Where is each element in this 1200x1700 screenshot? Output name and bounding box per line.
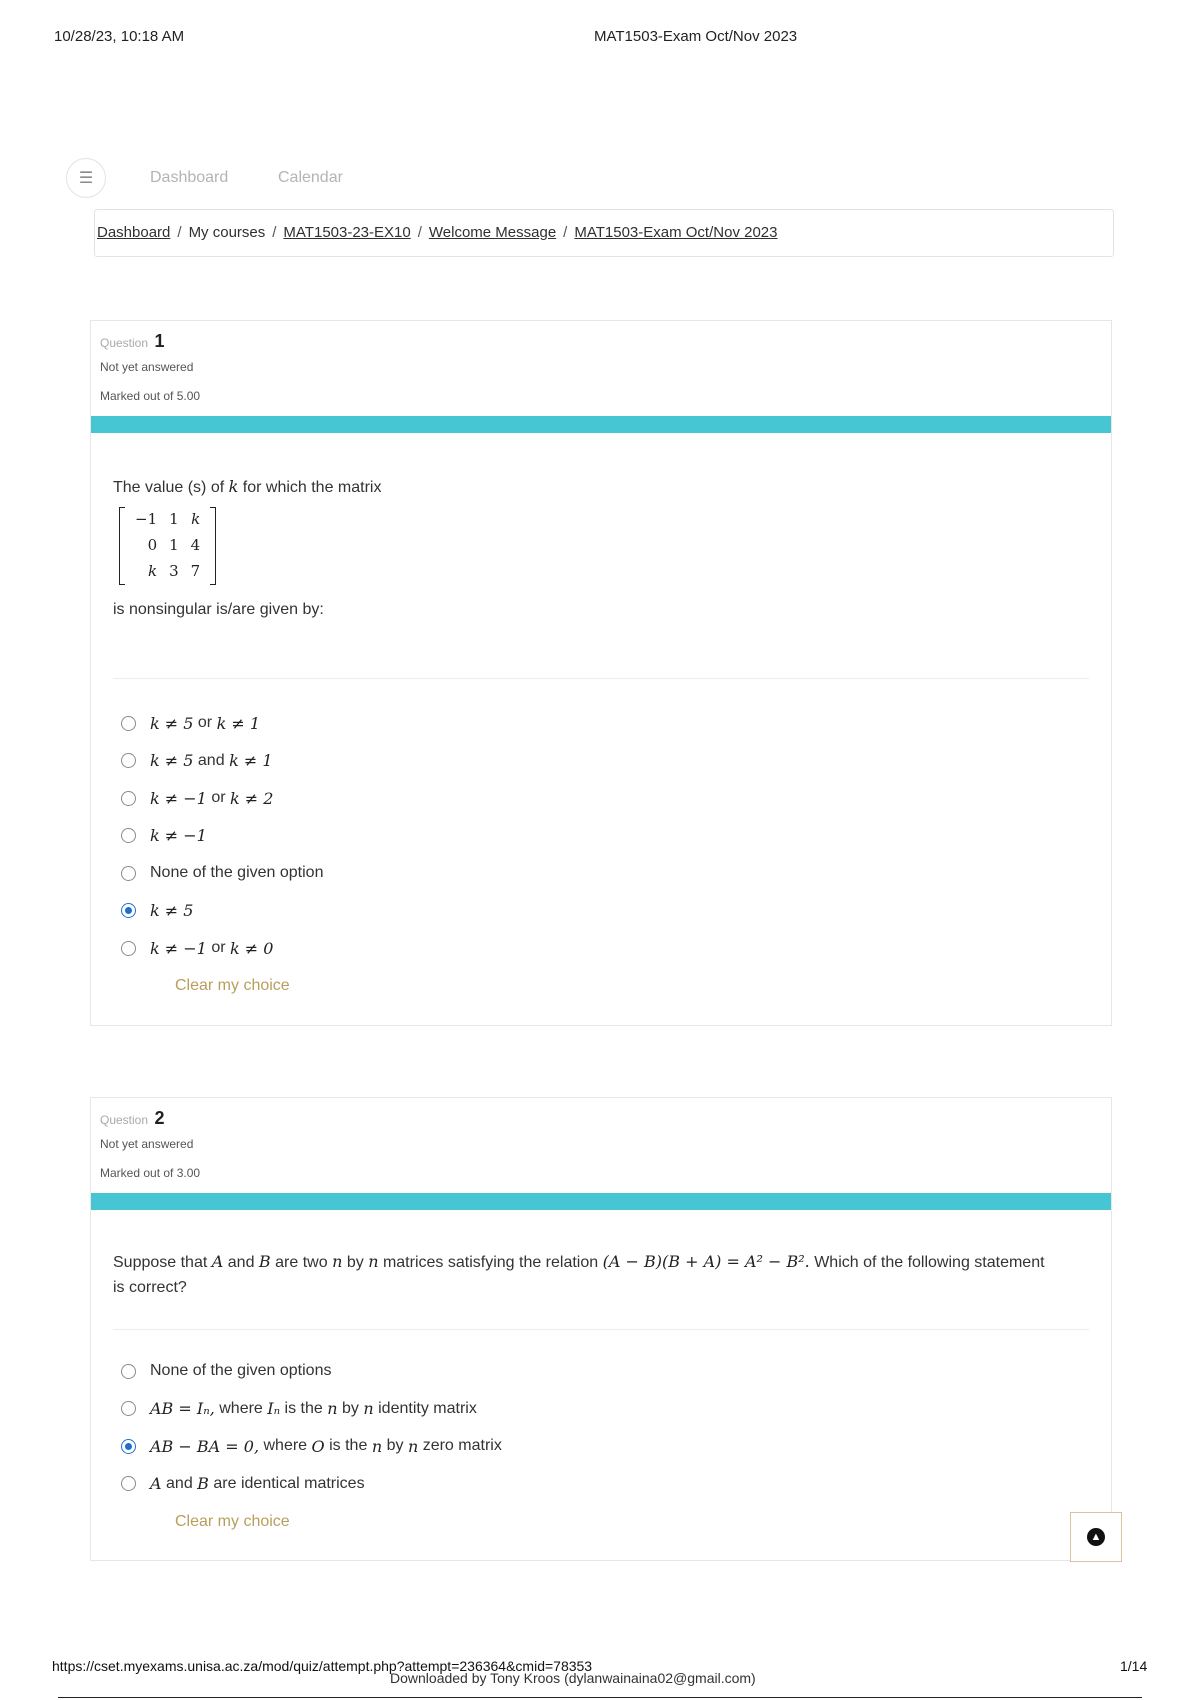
question-text-part: and — [227, 1254, 255, 1271]
option-conj: or — [197, 714, 213, 732]
option-math: k ≠ 5 — [150, 751, 194, 771]
answer-option[interactable] — [121, 779, 1081, 817]
option-text: zero matrix — [422, 1437, 502, 1455]
question-text-part: Suppose that — [113, 1254, 208, 1271]
question-text-after: for which the matrix — [242, 479, 382, 496]
footer-rule — [58, 1697, 1142, 1698]
option-conj: or — [211, 789, 226, 807]
clear-choice-link[interactable]: Clear my choice — [175, 1512, 290, 1530]
answer-option-selected[interactable] — [121, 892, 1081, 930]
radio-button[interactable] — [121, 941, 136, 956]
option-math: n — [371, 1436, 383, 1456]
print-datetime: 10/28/23, 10:18 AM — [54, 28, 185, 45]
question-text-before: The value (s) of — [113, 479, 225, 496]
radio-button[interactable] — [121, 791, 136, 806]
option-math: Iₙ — [267, 1399, 281, 1419]
matrix-cell: 1 — [169, 510, 179, 529]
download-watermark: Downloaded by Tony Kroos (dylanwainaina02@gmail.com) — [390, 1670, 756, 1686]
radio-button-checked[interactable] — [121, 903, 136, 918]
option-text: where — [219, 1399, 263, 1417]
arrow-up-circle-icon: ▲ — [1087, 1528, 1105, 1546]
answer-option[interactable] — [121, 1353, 1081, 1391]
option-text: by — [386, 1437, 404, 1455]
option-math: k ≠ 5 — [150, 713, 194, 733]
option-math: B — [197, 1474, 209, 1494]
option-math: k ≠ 1 — [216, 713, 261, 733]
option-conj: and — [197, 751, 225, 769]
answer-option[interactable] — [121, 1465, 1081, 1503]
breadcrumb-dashboard[interactable]: Dashboard — [97, 224, 171, 241]
option-math: k ≠ −1 — [150, 788, 207, 808]
question-text — [91, 475, 1111, 622]
option-text: identity matrix — [378, 1399, 477, 1417]
answer-option-selected[interactable] — [121, 1428, 1081, 1466]
matrix-cell: k — [148, 562, 158, 581]
option-math: n — [363, 1399, 374, 1419]
clear-choice-link[interactable]: Clear my choice — [175, 976, 290, 994]
option-math: AB − BA = 0, — [150, 1436, 260, 1456]
option-math: k ≠ 1 — [229, 751, 273, 771]
hamburger-menu-icon[interactable]: ☰ — [66, 158, 106, 198]
option-text: None of the given option — [150, 864, 324, 882]
answer-options — [91, 704, 1111, 995]
question-text-part: are two — [275, 1254, 328, 1271]
question-info — [91, 1098, 1111, 1193]
matrix-cell: 0 — [147, 536, 158, 555]
radio-button[interactable] — [121, 828, 136, 843]
question-label: Question — [100, 336, 149, 350]
option-text: by — [342, 1399, 359, 1417]
question-text — [91, 1250, 1111, 1301]
radio-button[interactable] — [121, 1476, 136, 1491]
answer-option[interactable] — [121, 929, 1081, 967]
radio-button[interactable] — [121, 753, 136, 768]
question-var: n — [332, 1252, 343, 1271]
breadcrumb-course[interactable]: MAT1503-23-EX10 — [283, 224, 411, 241]
print-header — [0, 28, 1200, 48]
answer-option[interactable] — [121, 742, 1081, 780]
divider — [113, 678, 1089, 679]
question-state: Not yet answered — [100, 360, 194, 374]
option-conj: or — [211, 939, 226, 957]
radio-button-checked[interactable] — [121, 1439, 136, 1454]
answer-options — [91, 1353, 1111, 1531]
option-math: k ≠ 5 — [150, 901, 194, 921]
breadcrumb-separator: / — [177, 224, 182, 241]
option-text: and — [166, 1474, 193, 1492]
option-math: k ≠ −1 — [150, 938, 207, 958]
breadcrumb-separator: / — [563, 224, 568, 241]
print-page-title: MAT1503-Exam Oct/Nov 2023 — [594, 28, 798, 45]
option-math: k ≠ −1 — [150, 826, 207, 846]
answer-option[interactable] — [121, 854, 1081, 892]
matrix-cell: 7 — [190, 562, 201, 581]
option-text: is the — [329, 1437, 368, 1455]
question-text-part: matrices satisfying the relation — [382, 1254, 599, 1271]
option-math: AB = Iₙ, — [150, 1399, 215, 1419]
option-text: None of the given options — [150, 1362, 332, 1380]
question-number: 2 — [154, 1108, 165, 1128]
answer-option[interactable] — [121, 817, 1081, 855]
option-math: n — [327, 1399, 338, 1419]
breadcrumb-separator: / — [417, 224, 422, 241]
option-math: O — [311, 1436, 325, 1456]
matrix-cell: −1 — [135, 510, 158, 529]
question-var: B — [258, 1252, 271, 1271]
radio-button[interactable] — [121, 1364, 136, 1379]
option-math: A — [150, 1474, 162, 1494]
question-number: 1 — [154, 331, 165, 351]
question-state: Not yet answered — [100, 1137, 194, 1151]
question-text-tail: is nonsingular is/are given by: — [113, 600, 324, 618]
question-card-1 — [90, 320, 1112, 1026]
question-var: A — [211, 1252, 224, 1271]
breadcrumb — [94, 209, 1114, 257]
breadcrumb-welcome-message[interactable]: Welcome Message — [428, 224, 557, 241]
answer-option[interactable] — [121, 1390, 1081, 1428]
question-card-2 — [90, 1097, 1112, 1561]
breadcrumb-exam[interactable]: MAT1503-Exam Oct/Nov 2023 — [574, 224, 778, 241]
question-status-bar — [91, 416, 1111, 433]
matrix-cell: k — [191, 510, 201, 529]
option-math: k ≠ 0 — [230, 938, 274, 958]
breadcrumb-my-courses: My courses — [188, 224, 266, 241]
matrix-cell: 4 — [190, 536, 201, 555]
option-text: is the — [284, 1399, 323, 1417]
radio-button[interactable] — [121, 1401, 136, 1416]
radio-button[interactable] — [121, 716, 136, 731]
matrix-cell: 1 — [169, 536, 179, 555]
matrix — [119, 507, 216, 585]
print-url: https://cset.myexams.unisa.ac.za/mod/quiz/attempt.php?attempt=236364&cmid=78353 — [52, 1658, 593, 1674]
radio-button[interactable] — [121, 866, 136, 881]
matrix-cell: 3 — [169, 562, 179, 581]
option-math: n — [407, 1436, 419, 1456]
question-marks: Marked out of 5.00 — [100, 389, 201, 403]
print-page-number: 1/14 — [1120, 1658, 1148, 1674]
question-status-bar — [91, 1193, 1111, 1210]
question-text-part: by — [346, 1254, 364, 1271]
question-info — [91, 321, 1111, 416]
question-label: Question — [100, 1113, 149, 1127]
option-text: are identical matrices — [213, 1474, 365, 1492]
question-text-part: Which of the following statement is correct? — [113, 1254, 1045, 1296]
option-math: k ≠ 2 — [230, 788, 274, 808]
top-navbar — [66, 158, 566, 198]
question-relation: (A − B)(B + A) = A² − B². — [602, 1252, 810, 1271]
question-marks: Marked out of 3.00 — [100, 1166, 201, 1180]
answer-option[interactable] — [121, 704, 1081, 742]
question-var: k — [228, 477, 239, 496]
nav-calendar-link[interactable]: Calendar — [278, 169, 343, 186]
nav-dashboard-link[interactable]: Dashboard — [150, 169, 229, 186]
divider — [113, 1329, 1089, 1330]
breadcrumb-separator: / — [272, 224, 277, 241]
back-to-top-button[interactable] — [1070, 1512, 1122, 1562]
question-var: n — [368, 1252, 379, 1271]
option-text: where — [263, 1437, 308, 1455]
